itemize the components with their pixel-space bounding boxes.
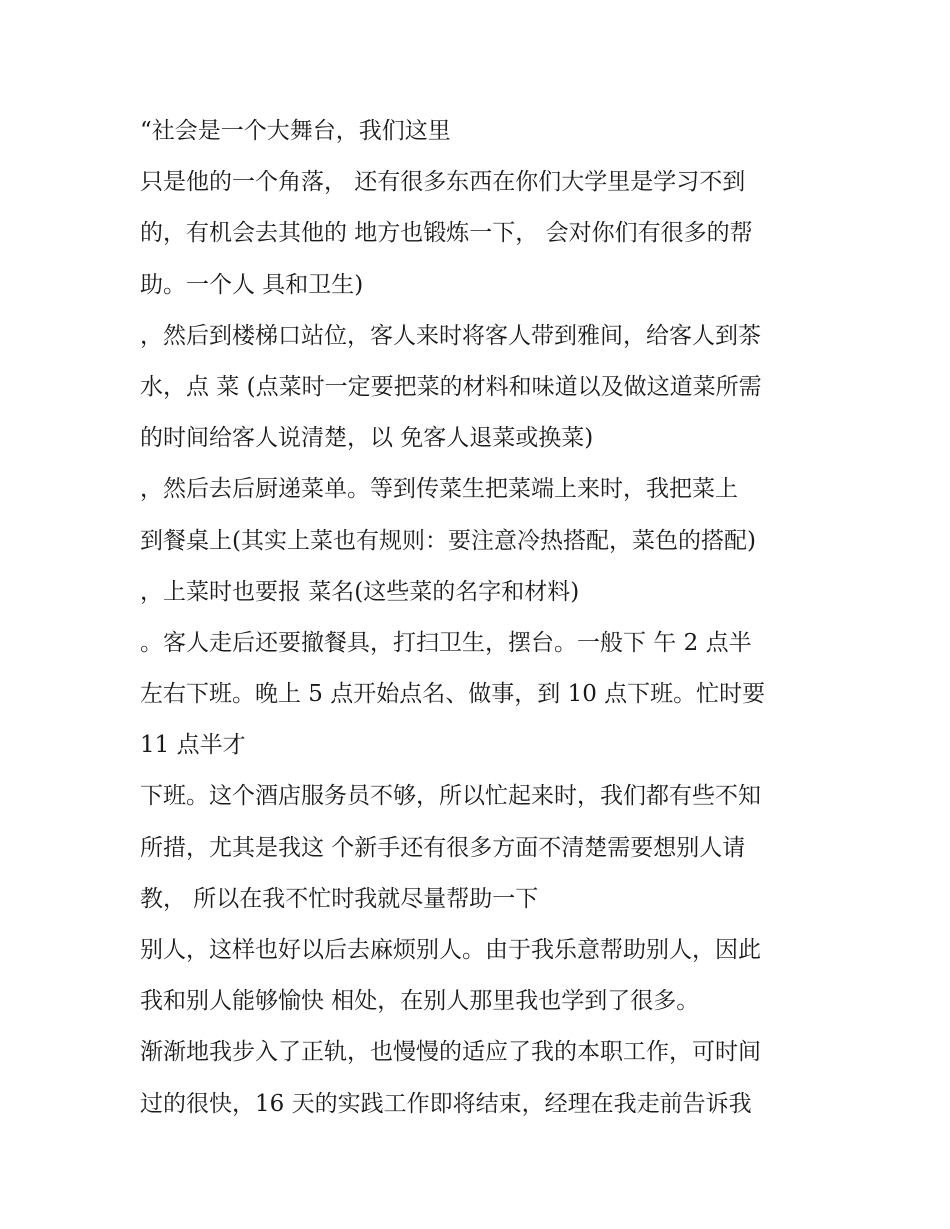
- text-line: ，上菜时也要报 菜名(这些菜的名字和材料): [140, 578, 580, 605]
- text-line: 渐渐地我步入了正轨，也慢慢的适应了我的本职工作，可时间: [140, 1039, 761, 1066]
- text-line: 左右下班。晚上 5 点开始点名、做事，到 10 点下班。忙时要: [140, 681, 766, 708]
- text-line: ，然后去后厨递菜单。等到传菜生把菜端上来时，我把菜上: [140, 476, 738, 503]
- text-line: ，然后到楼梯口站位，客人来时将客人带到雅间，给客人到茶: [140, 322, 761, 349]
- text-line: 的，有机会去其他的 地方也锻炼一下， 会对你们有很多的帮: [140, 220, 753, 247]
- text-line: 。客人走后还要撤餐具，打扫卫生，摆台。一般下 午 2 点半: [140, 629, 752, 656]
- document-body-text: [140, 106, 840, 1130]
- text-line: 的时间给客人说清楚，以 免客人退菜或换菜): [140, 425, 594, 452]
- text-line: 别人，这样也好以后去麻烦别人。由于我乐意帮助别人，因此: [140, 937, 761, 963]
- text-line: 所措，尤其是我这 个新手还有很多方面不清楚需要想别人请: [140, 834, 746, 861]
- text-line: 我和别人能够愉快 相处，在别人那里我也学到了很多。: [140, 988, 700, 1015]
- text-line: 教， 所以在我不忙时我就尽量帮助一下: [140, 885, 539, 912]
- text-line: 过的很快，16 天的实践工作即将结束，经理在我走前告诉我: [140, 1090, 752, 1117]
- text-line: 到餐桌上(其实上菜也有规则：要注意冷热搭配，菜色的搭配): [140, 527, 756, 554]
- text-line: 11 点半才: [140, 732, 246, 759]
- text-line: 助。一个人 具和卫生): [140, 271, 364, 298]
- text-line: 水，点 菜 (点菜时一定要把菜的材料和味道以及做这道菜所需: [140, 373, 762, 400]
- text-line: 下班。这个酒店服务员不够，所以忙起来时，我们都有些不知: [140, 783, 761, 810]
- text-line: 只是他的一个角落， 还有很多东西在你们大学里是学习不到: [140, 169, 746, 196]
- text-line: “社会是一个大舞台，我们这里: [140, 118, 451, 144]
